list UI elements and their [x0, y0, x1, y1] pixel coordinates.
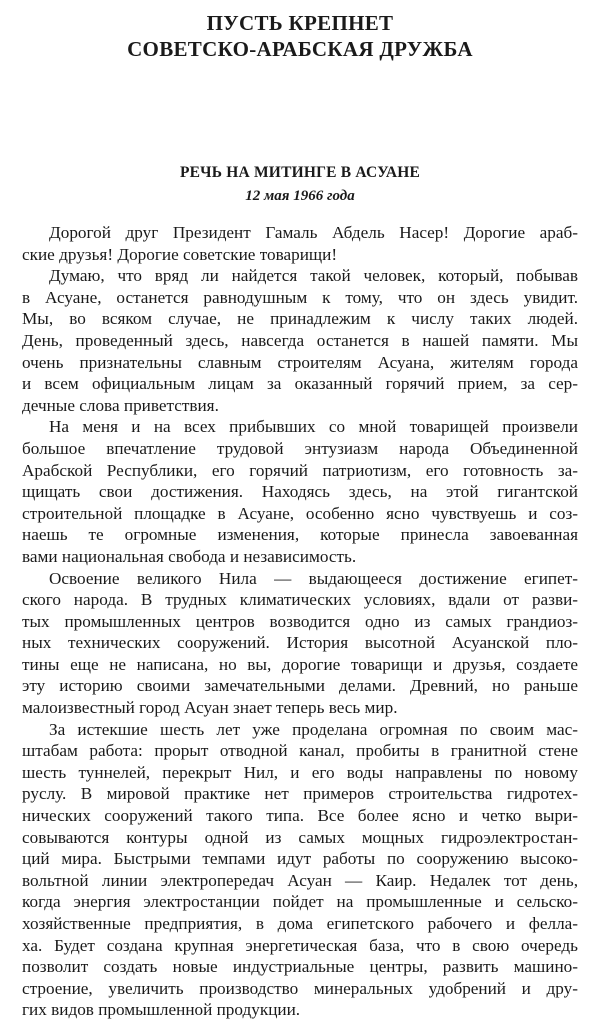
paragraph-impressions [22, 265, 578, 416]
paragraph-greeting [22, 222, 578, 265]
paragraph-nile [22, 568, 578, 719]
text-line: Арабской Республики, его горячий патриотизм, его готовность за- [22, 460, 578, 480]
text-line: руслу. В мировой практике нет примеров строительства гидротех- [22, 784, 578, 804]
paragraph-enthusiasm [22, 416, 578, 567]
text-line: нических сооружений такого типа. Все более ясно и четко выри- [22, 806, 578, 826]
text-line: большое впечатление трудовой энтузиазм народа Объединенной [22, 438, 578, 458]
text-line: малоизвестный город Асуан знает теперь весь мир. [22, 698, 398, 718]
page-title-line-1: ПУСТЬ КРЕПНЕТ [206, 11, 394, 35]
text-line: дечные слова приветствия. [22, 395, 219, 415]
text-line: щищать свои достижения. Находясь здесь, на этой гигантской [22, 482, 578, 502]
text-line: вольтной линии электропередач Асуан — Каир. Недалек тот день, [22, 870, 578, 890]
text-line: Дорогой друг Президент Гамаль Абдель Насер! Дорогие араб- [49, 223, 578, 242]
speech-subtitle: РЕЧЬ НА МИТИНГЕ В АСУАНЕ [179, 164, 421, 181]
text-line: Мы, во всяком случае, не принадлежим к числу таких людей. [22, 309, 578, 329]
text-line: хозяйственные предприятия, в дома египетского рабочего и фелла- [22, 914, 578, 933]
text-line: штабам работа: прорыт отводной канал, пробиты в гранитной стене [22, 741, 578, 761]
text-line: Освоение великого Нила — выдающееся достижение египет- [49, 568, 578, 588]
text-line: очень признательны славным строителям Асуана, жителям города [22, 352, 578, 372]
text-line: Думаю, что вряд ли найдется такой человек, который, побывав [49, 266, 578, 286]
text-line: ские друзья! Дорогие советские товарищи! [22, 244, 338, 264]
text-line: и всем официальным лицам за оказанный горячий прием, за сер- [22, 374, 578, 394]
speech-body [22, 222, 578, 1021]
text-line: позволит создать новые индустриальные центры, развить машино- [22, 957, 578, 977]
text-line: наешь те огромные изменения, которые принесла завоеванная [22, 525, 578, 545]
text-line: тых промышленных центров возводится одно из самых грандиоз- [22, 611, 578, 631]
text-line: шесть туннелей, перекрыт Нил, и его воды направлены по новому [22, 762, 578, 782]
text-line: вами национальная свобода и независимость. [22, 546, 357, 566]
paragraph-progress [22, 719, 578, 1021]
text-line: ского народа. В трудных климатических условиях, вдали от разви- [22, 590, 578, 610]
text-line: ций мира. Быстрыми темпами идут работы по сооружению высоко- [22, 849, 578, 869]
page-title-line-2: СОВЕТСКО-АРАБСКАЯ ДРУЖБА [127, 37, 473, 61]
text-line: эту историю своими замечательными делами. Древний, но раньше [22, 676, 578, 696]
text-line: строение, увеличить производство минеральных удобрений и дру- [22, 978, 578, 998]
text-line: в Асуане, останется равнодушным к тому, что он здесь увидит. [22, 287, 578, 307]
text-line: ных технических сооружений. История высотной Асуанской пло- [22, 633, 578, 653]
speech-date: 12 мая 1966 года [245, 188, 355, 204]
text-line: На меня и на всех прибывших со мной товарищей произвели [49, 417, 578, 437]
text-line: когда энергия электростанции пойдет на промышленные и сельско- [22, 892, 578, 912]
text-line: День, проведенный здесь, навсегда останется в нашей памяти. Мы [22, 330, 578, 350]
text-line: строительной площадке в Асуане, особенно ясно чувствуешь и соз- [22, 503, 578, 523]
text-line: За истекшие шесть лет уже проделана огромная по своим мас- [49, 719, 578, 739]
text-line: тины еще не написана, но вы, дорогие товарищи и друзья, создаете [22, 654, 578, 674]
text-line: гих видов промышленной продукции. [22, 1000, 301, 1020]
text-line: ха. Будет создана крупная энергетическая база, что в свою очередь [22, 935, 578, 955]
text-line: совываются контуры одной из самых мощных гидроэлектростан- [22, 827, 578, 847]
